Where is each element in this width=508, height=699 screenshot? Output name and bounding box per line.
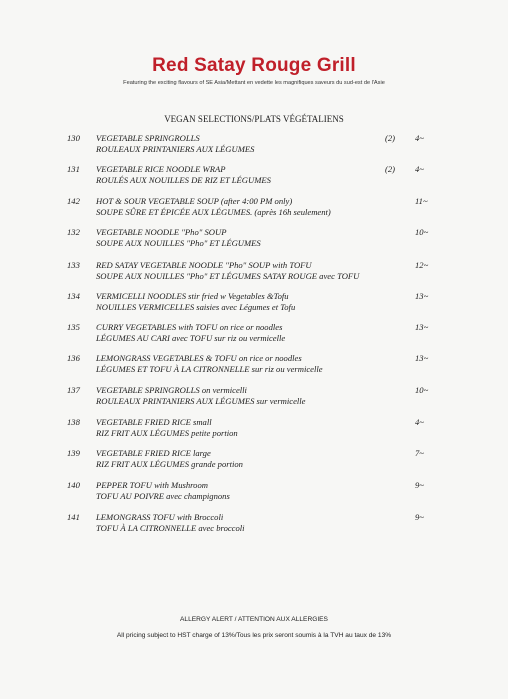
item-name-fr: NOUILLES VERMICELLES saisies avec Légumes et Tofu	[96, 302, 296, 312]
menu-item	[0, 164, 508, 192]
item-number: 133	[67, 260, 80, 270]
item-name-en: VEGETABLE SPRINGROLLS	[96, 133, 200, 143]
pricing-note: All pricing subject to HST charge of 13%/Tous les prix seront soumis à la TVH au taux de 13%	[116, 632, 392, 639]
item-quantity: (2)	[385, 164, 396, 174]
item-number: 130	[67, 133, 80, 143]
item-price: 7~	[415, 448, 424, 458]
item-name-en: VEGETABLE NOODLE "Pho" SOUP	[96, 227, 227, 237]
menu-item	[0, 448, 508, 476]
allergy-alert: ALLERGY ALERT / ATTENTION AUX ALLERGIES	[180, 616, 328, 623]
item-name-en: VERMICELLI NOODLES stir fried w Vegetables &Tofu	[96, 291, 289, 301]
item-number: 131	[67, 164, 80, 174]
item-number: 141	[67, 512, 80, 522]
menu-item	[0, 322, 508, 350]
item-name-en: VEGETABLE RICE NOODLE WRAP	[96, 164, 226, 174]
item-number: 137	[67, 385, 80, 395]
item-name-fr: TOFU AU POIVRE avec champignons	[96, 491, 230, 501]
item-name-en: HOT & SOUR VEGETABLE SOUP (after 4:00 PM only)	[96, 196, 293, 206]
item-price: 4~	[415, 133, 424, 143]
item-price: 4~	[415, 417, 424, 427]
menu-item	[0, 133, 508, 161]
item-name-fr: SOUPE AUX NOUILLES "Pho" ET LÉGUMES	[96, 238, 261, 248]
item-name-en: LEMONGRASS TOFU with Broccoli	[96, 512, 224, 522]
menu-item	[0, 385, 508, 413]
menu-item	[0, 291, 508, 319]
item-number: 135	[67, 322, 80, 332]
item-name-en: VEGETABLE FRIED RICE small	[96, 417, 212, 427]
restaurant-title: Red Satay Rouge Grill	[152, 55, 356, 76]
section-heading: VEGAN SELECTIONS/PLATS VÉGÉTALIENS	[164, 114, 344, 124]
menu-item	[0, 260, 508, 288]
item-price: 10~	[415, 227, 429, 237]
item-name-fr: SOUPE AUX NOUILLES "Pho" ET LÉGUMES SATAY ROUGE avec TOFU	[96, 271, 360, 281]
item-name-en: CURRY VEGETABLES with TOFU on rice or noodles	[96, 322, 283, 332]
item-name-fr: LÉGUMES ET TOFU À LA CITRONNELLE sur riz ou vermicelle	[96, 364, 323, 374]
item-name-fr: ROULEAUX PRINTANIERS AUX LÉGUMES	[96, 144, 255, 154]
item-price: 10~	[415, 385, 429, 395]
item-quantity: (2)	[385, 133, 396, 143]
item-price: 12~	[415, 260, 429, 270]
item-name-fr: TOFU À LA CITRONNELLE avec broccoli	[96, 523, 245, 533]
item-price: 11~	[415, 196, 428, 206]
item-name-en: PEPPER TOFU with Mushroom	[96, 480, 208, 490]
item-name-en: VEGETABLE SPRINGROLLS on vermicelli	[96, 385, 247, 395]
item-price: 13~	[415, 291, 429, 301]
item-name-fr: RIZ FRIT AUX LÉGUMES grande portion	[96, 459, 243, 469]
item-price: 9~	[415, 480, 424, 490]
item-price: 13~	[415, 322, 429, 332]
item-number: 140	[67, 480, 80, 490]
item-price: 4~	[415, 164, 424, 174]
menu-item	[0, 353, 508, 381]
menu-item	[0, 227, 508, 255]
item-number: 142	[67, 196, 80, 206]
item-name-fr: LÉGUMES AU CARI avec TOFU sur riz ou vermicelle	[96, 333, 286, 343]
item-price: 13~	[415, 353, 429, 363]
item-number: 136	[67, 353, 80, 363]
item-number: 138	[67, 417, 80, 427]
item-name-en: RED SATAY VEGETABLE NOODLE "Pho" SOUP with TOFU	[96, 260, 312, 270]
restaurant-subtitle: Featuring the exciting flavours of SE Asia/Mettant en vedette les magnifiques saveurs du sud-est de l'Asie	[123, 80, 385, 86]
item-name-fr: ROULEAUX PRINTANIERS AUX LÉGUMES sur vermicelle	[96, 396, 306, 406]
item-number: 134	[67, 291, 80, 301]
item-number: 132	[67, 227, 80, 237]
menu-item	[0, 196, 508, 224]
menu-item	[0, 512, 508, 540]
item-name-en: VEGETABLE FRIED RICE large	[96, 448, 211, 458]
item-number: 139	[67, 448, 80, 458]
item-name-fr: ROULÉS AUX NOUILLES DE RIZ ET LÉGUMES	[96, 175, 271, 185]
menu-item	[0, 480, 508, 508]
item-name-fr: SOUPE SÛRE ET ÉPICÉE AUX LÉGUMES. (après 16h seulement)	[96, 207, 331, 217]
item-name-fr: RIZ FRIT AUX LÉGUMES petite portion	[96, 428, 238, 438]
item-name-en: LEMONGRASS VEGETABLES & TOFU on rice or noodles	[96, 353, 302, 363]
item-price: 9~	[415, 512, 424, 522]
menu-item	[0, 417, 508, 445]
